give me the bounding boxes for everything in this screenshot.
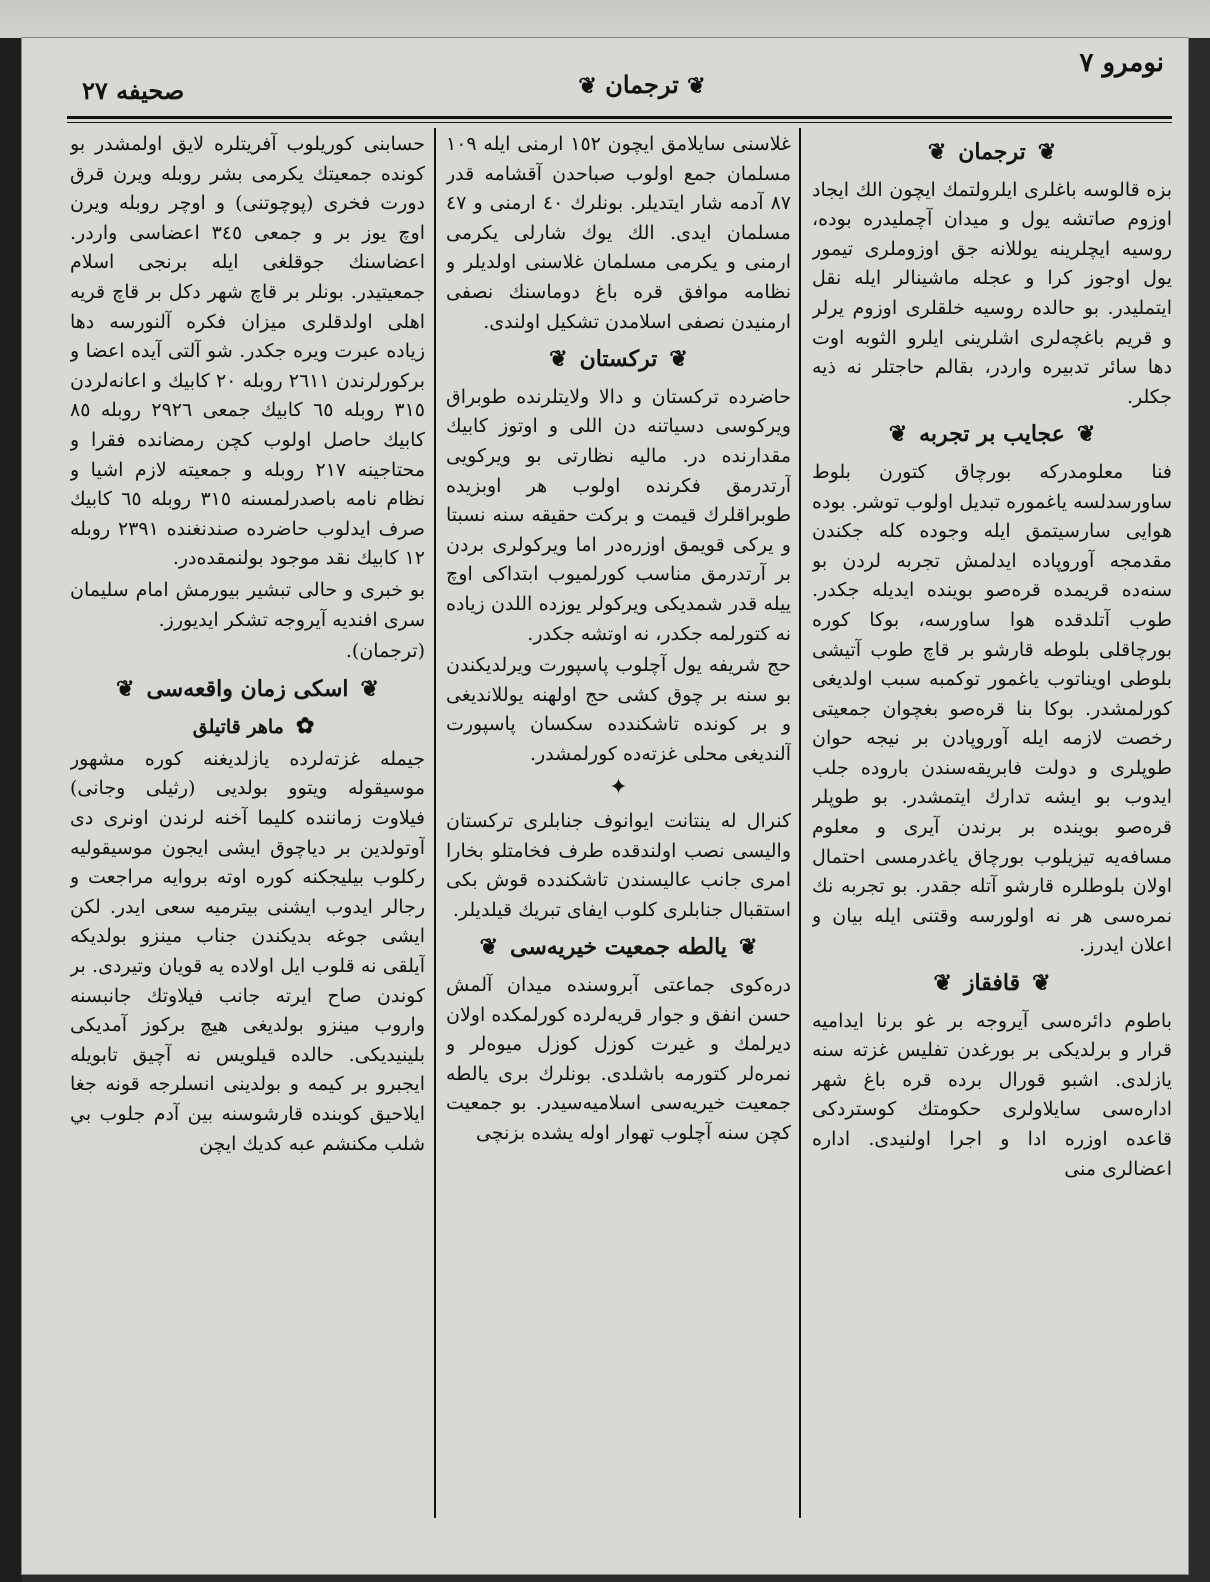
star-divider-icon: ✦ [609,775,628,801]
column-middle [446,130,791,1564]
ornament-icon: ❦ [738,934,758,961]
issue-number: نومرو ٧ [1079,48,1164,78]
column-divider [799,128,801,1518]
article-text: حج شريفه يول آچلوب پاسپورت ويرلديكندن بو سنه بر چوق كشى حج اولهنه يوللانديغى و بر كونده تاشكندده سكسان پاسپورت آلنديغى محلى غزته‌ده كورلمشدر. [446,654,791,765]
scan-border-top [0,0,1210,38]
article-text: غلاسنى سايلامق ايچون ١٥٢ ارمنى ايله ١٠٩ مسلمان جمع اولوب صباحدن آقشامه قدر ٨٧ آدمه شار ايتديلر. بونلرك ٤٠ ارمنى و ٤٧ مسلمان ايدى. الك يوك شارلى يكرمى ارمنى و يكرمى مسلمان غلاسنى اولديلر و نظامه موافق قره باغ دوماسنك نصفى ارمنيدن نصفى اسلامدن تشكيل اولندى. [446,133,791,333]
ornament-icon: ❦ [933,970,952,997]
section-title: عجايب بر تجربه [919,421,1065,448]
section-title: اسكى زمان واقعه‌سى [146,675,349,702]
ornament-icon: ❦ [479,934,499,961]
ornament-icon: ❦ [927,139,947,165]
section-heading [70,675,425,705]
signature: (ترجمان). [345,640,425,663]
article-text: بو خبرى و حالى تبشير بيورمش امام سليمان سرى افنديه آيروجه تشكر ايديورز. [70,578,425,631]
section-heading [446,933,791,963]
ornament-icon: ❦ [116,675,135,702]
section-heading [812,420,1172,450]
sub-heading [70,712,425,743]
page-header [22,38,1188,118]
ornament-icon: ❦ [1076,421,1096,448]
header-rule-thick [67,116,1172,119]
article-text: حاضرده تركستان و دالا ولايتلرنده طوبراق ويركوسى دسياتنه دن اللى و اوتوز كابيك مقدارنده در. ماليه نظارتى بو ويركويى آرتدرمق فكرنده اولوب هر اوبزيده طوبراقلرك قيمت و بركت حقيقه سنه نسبتا و يركى قويمق اوزره‌در اما ويركولرى بردن بر آرتدرمق مناسب كورلميوب ابتداكى اوچ ييله قدر شمديكى ويركولر يوزده اللدن زياده نه كتورلمه جكدر، نه اوتشه جكدر. [446,385,791,645]
article-text: جيمله غزته‌لرده يازلديغنه كوره مشهور موسيقوله ويتوو بولديى (رثيلى وجانى) فيلاوت زماننده كليما آخنه لرندن اونرى دى آوتولدين بر دياچوق ايشى ايجون موسيقوليه ركلوب بيليجكنه كوره اوته بروايه مراجعت و رجالر ايدوب ايشنى بيترميه سعى ايدر. لكن ايشى جوغه بديكندن جناب مينزو بولديكه آيلقى نه قلوب ايل اولاده يه قويان وتيردى. بر كوندن صاح ايرته جانب فيلاوتك جانبسنه واروب مينزو بولديغى هيچ بركوز آمديكى بلينيديكى. حالده قيلويس نه آچيق تابويله ايجبرو بر كيمه و بولدينى انسلرجه قونه جغا ايلاحيق كوبنده قارشوسنه بين آدم جلوب بي شلب مكنشم عبه كديك ايچن [70,747,425,1155]
article-text: فنا معلومدركه بورچاق كتورن بلوط ساورسدلسه ياغموره تبديل اولوب توشر. بوده هوايى سارسيتمق ايله وجوده كله جكندن مقدمجه آوروپاده ايدلمش تجربه لردن بو سنه‌ده قريمده قره‌صو بوينده ايديله جكدر. طوب آتلدقده هوا ساورسه، بوكا كوره بورچاقلى بلوطه قارشو بر قاچ طوب آتيشى بلوطى اويناتوب ياغمور توكمبه سبب اولديغى كورلمشدر. بوكا بنا قره‌صو بغچوان جمعيتى رخصت لازمه ايله آوروپادن بر نيجه حوان طوپلرى و دولت فابريقه‌سندن باروده جلب ايدوب بو ايشه تدارك ايتمشدر. بو طوپلر قره‌صو بوينده بر برندن آيرى و معلوم مسافه‌يه تيزيلوب بورچاق ياغدرمسى احتمال اولان بلوطلره قارشو آتله جقدر. بو تجربه نك نمره‌سى هر نه اولورسه وقتنى ايله بيان و اعلان ايدرز. [812,460,1172,957]
section-title: ترجمان [958,139,1026,165]
article-text: حسابنى كوريلوب آفريتلره لايق اولمشدر بو كونده جمعيتك يكرمى بشر روبله ويرن قرق دورت فخرى (پوچوتنى) و اوچر روبله ويرن اوچ يوز بر و جمعى ٣٤٥ اعضاسى واردر. اعضاسنك جوقلغى ايله برنجى اسلام جمعيتيدر. بونلر بر قاچ شهر دكل بر قاچ قريه اهلى اولدقلرى ميزان فكره آلنورسه دها زياده عبرت ويره جكدر. شو آلتى آيده اعضا و بركورلرندن ٢٦١١ روبله ٢٠ كابيك و اعانه‌لردن ٣١٥ روبله ٦٥ كابيك جمعى ٢٩٢٦ روبله ٨٥ كابيك حاصل اولوب كچن رمضانده فقرا و محتاجينه ٢١٧ روبله و جمعيته لازم اشيا و نظام نامه باصدرلمسنه ٣١٥ روبله ٦٥ كابيك صرف ايدلوب حاضرده صندنغنده ٢٣٩١ روبله ١٢ كابيك نقد موجود بولنمقده‌در. [70,133,425,570]
scan-border-left [0,0,22,1582]
ornament-icon: ❦ [578,73,597,99]
section-title: يالطه جمعيت خيريه‌سى [510,934,727,961]
column-right [812,130,1172,1564]
header-rule-thin [67,122,1172,123]
ornament-icon: ✿ [295,713,315,740]
ornament-icon: ❦ [549,346,568,373]
section-title: تركستان [579,346,658,373]
ornament-icon: ❦ [888,421,908,448]
ornament-icon: ❦ [360,675,379,702]
column-divider [434,128,436,1518]
page-number: صحيفه ٢٧ [82,76,185,105]
article-text: دره‌كوى جماعتى آبروسنده ميدان آلمش حسن انفق و جوار قريه‌لرده كورلمكده اولان ديرلمك و غيرت كوزل كوزل ميوه‌لر و نمره‌لر كتورمه باشلدى. بونلرك برى يالطه جمعيت خيريه‌سى اسلاميه‌سيدر. بو جمعيت كچن سنه آچلوب تهوار اوله يشده بزنچى [446,974,791,1144]
article-text: بزه قالوسه باغلرى ايلرولتمك ايچون الك ايجاد اوزوم صاتشه يول و ميدان آچمليدره بوده، روسيه ايچلرينه يوللانه جق اوزوملرى تيمور يول اوجوز كرا و عجله ماشينالر ايله نقل ايتمليدر. بو حالده روسيه خلقلرى اوزوم يرلر و قريم باغچه‌لرى اشلرينى ايلرو الثوبه اوت دها سائر تدبيره واردر، بقالم حاجتلر نه ذيه جكلر. [812,178,1172,408]
ornament-icon: ❦ [1037,139,1057,165]
ornament-icon: ❦ [669,346,688,373]
section-heading [812,969,1172,999]
newspaper-title [542,70,742,99]
section-title: قافقاز [963,970,1021,997]
article-text: باطوم دائره‌سى آيروجه بر غو برنا ايداميه قرار و برلديكى بر بورغدن تفليس غزته سنه يازلدى. اشبو قورال برده قره باغ شهر اداره‌سى سايلاولرى حكومتك كوستردكى قاعده اوزره ادا و اجرا اولنيدى. اداره اعضالرى منى [812,1009,1172,1180]
ornament-icon: ❦ [687,73,706,99]
section-heading [812,138,1172,168]
newspaper-title-text: ترجمان [605,70,679,99]
column-left [70,130,425,1564]
newspaper-page [22,38,1188,1574]
ornament-icon: ❦ [1032,970,1051,997]
sub-title: ماهر قاتيلق [192,716,284,739]
article-text: كنرال له ينتانت ايوانوف جنابلرى تركستان واليسى نصب اولندقده طرف فخامتلو بخارا امرى جانب عاليسندن تاشكندده قوش بكى استقبال جنابلرى كلوب ايفاى تبريك قيلديلر. [446,810,791,921]
section-heading [446,345,791,375]
